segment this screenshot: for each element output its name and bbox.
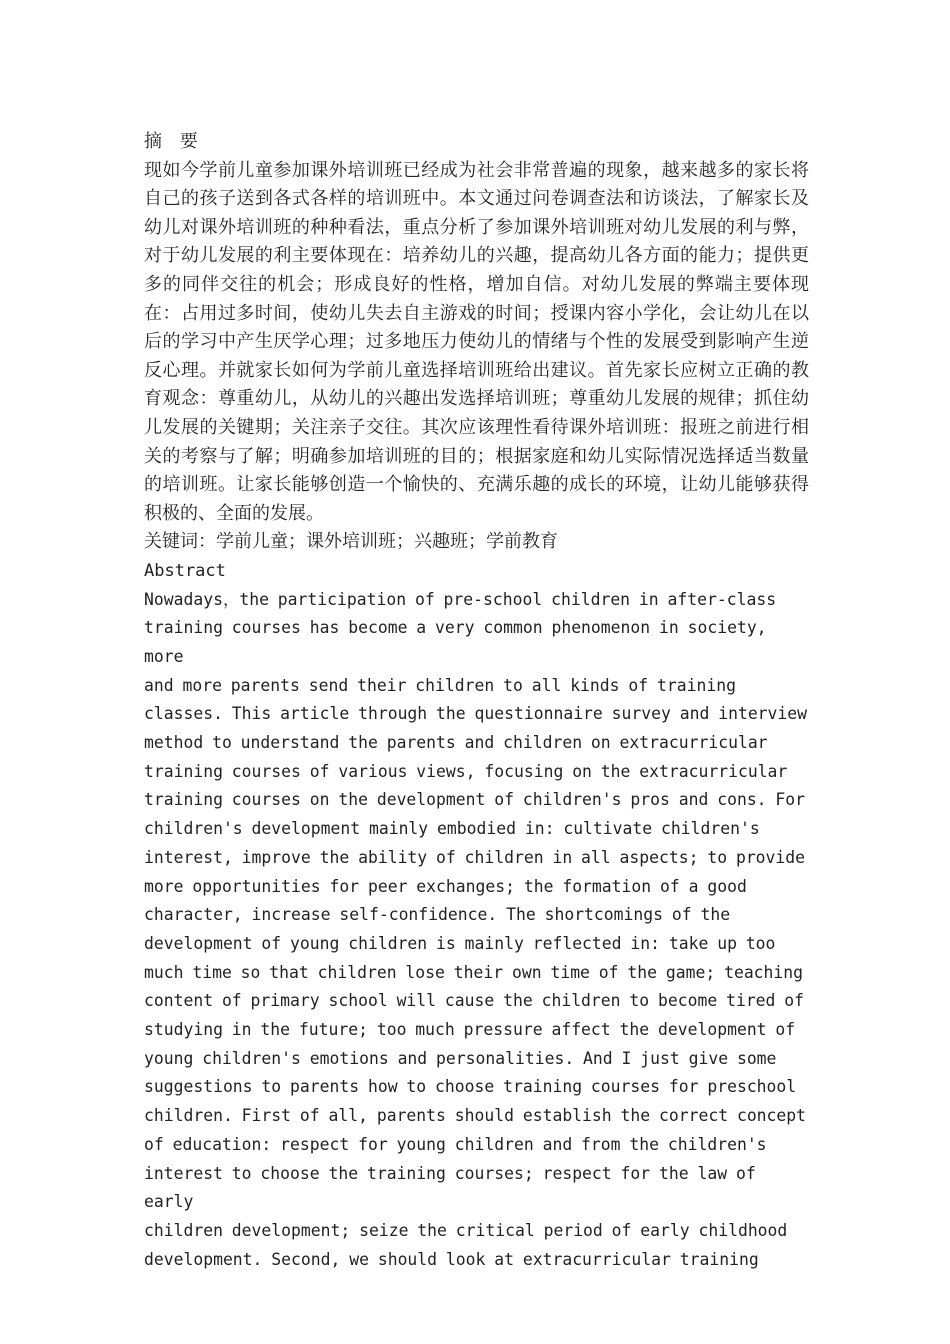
- english-abstract-line: Nowadays，the participation of pre-school children in after-class: [144, 589, 777, 609]
- english-abstract-line: young children's emotions and personalities. And I just give some: [144, 1048, 777, 1068]
- english-abstract-line: suggestions to parents how to choose training courses for preschool: [144, 1077, 797, 1097]
- english-abstract-line: development of young children is mainly reflected in: take up too: [144, 933, 776, 953]
- chinese-abstract-heading: 摘 要: [144, 131, 204, 152]
- english-abstract-line: method to understand the parents and children on extracurricular: [144, 733, 768, 753]
- english-abstract-line: children's development mainly embodied in: cultivate children's: [144, 819, 760, 839]
- english-abstract-body: [144, 586, 809, 1275]
- english-abstract-line: of education: respect for young children and from the children's: [144, 1134, 767, 1154]
- english-abstract-line: and more parents send their children to all kinds of training: [144, 675, 736, 695]
- english-abstract-line: more opportunities for peer exchanges; the formation of a good: [144, 876, 747, 896]
- english-abstract-line: training courses on the development of children's pros and cons. For: [144, 790, 806, 810]
- chinese-keywords: 关键词：学前儿童；课外培训班；兴趣班；学前教育: [144, 531, 558, 553]
- english-abstract-line: children. First of all, parents should establish the correct concept: [144, 1106, 807, 1126]
- english-abstract-line: interest, improve the ability of children in all aspects; to provide: [144, 847, 806, 867]
- english-abstract-line: interest to choose the training courses; respect for the law of early: [144, 1163, 756, 1212]
- english-abstract-line: training courses has become a very common phenomenon in society, more: [144, 618, 767, 666]
- chinese-abstract-body: 现如今学前儿童参加课外培训班已经成为社会非常普遍的现象，越来越多的家长将自己的孩子送到各式各样的培训班中。本文通过问卷调查法和访谈法，了解家长及幼儿对课外培训班的种种看法，重点分析了参加课外培训班对幼儿发展的利与弊，对于幼儿发展的利主要体现在：培养幼儿的兴趣，提高幼儿各方面的能力；提供更多的同伴交往的机会；形成良好的性格，增加自信。对幼儿发展的弊端主要体现在：占用过多时间，使幼儿失去自主游戏的时间；授课内容小学化，会让幼儿在以后的学习中产生厌学心理；过多地压力使幼儿的情绪与个性的发展受到影响产生逆反心理。并就家长如何为学前儿童选择培训班给出建议。首先家长应树立正确的教育观念：尊重幼儿，从幼儿的兴趣出发选择培训班；尊重幼儿发展的规律；抓住幼儿发展的关键期；关注亲子交往。其次应该理性看待课外培训班：报班之前进行相关的考察与了解；明确参加培训班的目的；根据家庭和幼儿实际情况选择适当数量的培训班。让家长能够创造一个愉快的、充满乐趣的成长的环境，让幼儿能够获得积极的、全面的发展。: [144, 159, 809, 524]
- english-abstract-line: character, increase self-confidence. The shortcomings of the: [144, 905, 731, 925]
- english-abstract-line: content of primary school will cause the children to become tired of: [144, 991, 805, 1011]
- english-abstract-heading: Abstract: [144, 560, 226, 581]
- english-abstract-line: training courses of various views, focusing on the extracurricular: [144, 761, 788, 781]
- english-abstract-line: much time so that children lose their own time of the game; teaching: [144, 962, 804, 982]
- english-abstract-line: development. Second, we should look at extracurricular training: [144, 1249, 759, 1269]
- english-abstract-line: studying in the future; too much pressure affect the development of: [144, 1020, 796, 1040]
- english-abstract-line: classes. This article through the questionnaire survey and interview: [144, 704, 808, 724]
- document-content: [144, 128, 809, 1274]
- english-abstract-line: children development; seize the critical period of early childhood: [144, 1220, 788, 1240]
